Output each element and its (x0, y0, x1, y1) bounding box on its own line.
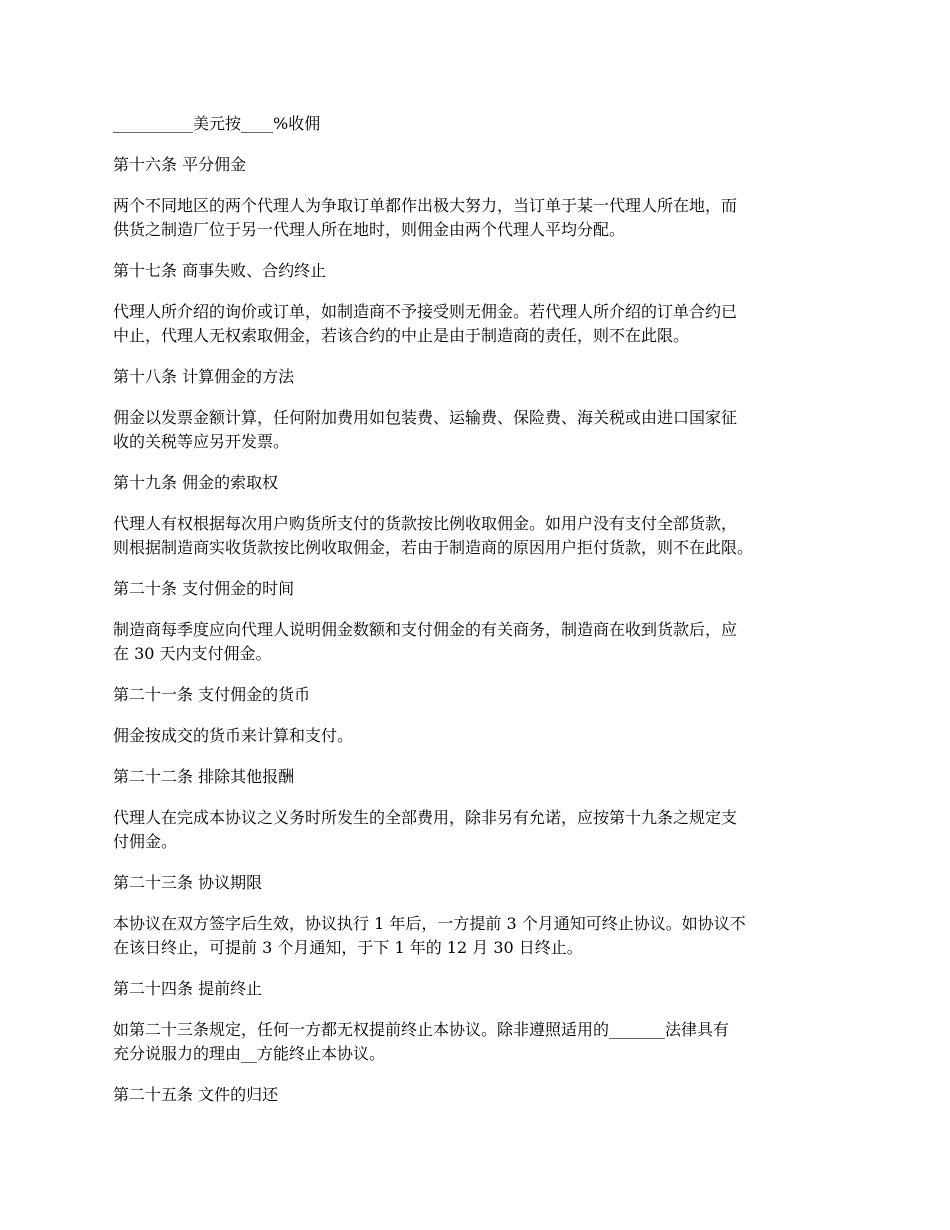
text-line: 制造商每季度应向代理人说明佣金数额和支付佣金的有关商务，制造商在收到货款后，应 (113, 620, 738, 639)
text-line: 在 30 天内支付佣金。 (113, 644, 272, 663)
heading-text: 第十八条 计算佣金的方法 (113, 367, 295, 386)
text-line: 收的关税等应另开发票。 (113, 432, 290, 451)
heading-text: 第十六条 平分佣金 (113, 155, 247, 174)
text-line: 在该日终止，可提前 3 个月通知，于下 1 年的 12 月 30 日终止。 (113, 938, 583, 957)
article-20-heading (113, 577, 853, 601)
article-16-heading (113, 153, 853, 177)
text-line: 本协议在双方签字后生效，协议执行 1 年后，一方提前 3 个月通知可终止协议。如协议不 (113, 914, 746, 933)
article-17-heading (113, 259, 853, 283)
text-line: 两个不同地区的两个代理人为争取订单都作出极大努力，当订单于某一代理人所在地，而 (113, 196, 738, 215)
article-19-heading (113, 471, 853, 495)
document-page (113, 112, 853, 1124)
article-24-paragraph (113, 1018, 853, 1066)
article-17-paragraph (113, 300, 853, 348)
text-line: 佣金按成交的货币来计算和支付。 (113, 726, 354, 745)
text-line: 代理人所介绍的询价或订单，如制造商不予接受则无佣金。若代理人所介绍的订单合约已 (113, 302, 738, 321)
commission-rate-line (113, 112, 853, 136)
text-line: 则根据制造商实收货款按比例收取佣金，若由于制造商的原因用户拒付货款，则不在此限。 (113, 538, 754, 557)
heading-text: 第二十二条 排除其他报酬 (113, 767, 295, 786)
heading-text: 第二十三条 协议期限 (113, 873, 263, 892)
heading-text: 第二十五条 文件的归还 (113, 1085, 279, 1104)
article-21-paragraph (113, 724, 853, 748)
text-line: 如第二十三条规定，任何一方都无权提前终止本协议。除非遵照适用的_______法律具有 (113, 1020, 730, 1039)
article-21-heading (113, 683, 853, 707)
heading-text: 第二十一条 支付佣金的货币 (113, 685, 311, 704)
text-line: 供货之制造厂位于另一代理人所在地时，则佣金由两个代理人平均分配。 (113, 220, 626, 239)
article-16-paragraph (113, 194, 853, 242)
article-18-paragraph (113, 406, 853, 454)
text-line: 付佣金。 (113, 832, 178, 851)
text-line: 代理人有权根据每次用户购货所支付的货款按比例收取佣金。如用户没有支付全部货款， (113, 514, 738, 533)
article-20-paragraph (113, 618, 853, 666)
article-19-paragraph (113, 512, 853, 560)
heading-text: 第二十四条 提前终止 (113, 979, 263, 998)
article-24-heading (113, 977, 853, 1001)
article-22-paragraph (113, 806, 853, 854)
article-18-heading (113, 365, 853, 389)
article-23-paragraph (113, 912, 853, 960)
heading-text: 第十七条 商事失败、合约终止 (113, 261, 327, 280)
text-line: 代理人在完成本协议之义务时所发生的全部费用，除非另有允诺，应按第十九条之规定支 (113, 808, 738, 827)
article-25-heading (113, 1083, 853, 1107)
article-23-heading (113, 871, 853, 895)
text-line: 中止，代理人无权索取佣金，若该合约的中止是由于制造商的责任，则不在此限。 (113, 326, 690, 345)
text-line: 佣金以发票金额计算，任何附加费用如包装费、运输费、保险费、海关税或由进口国家征 (113, 408, 738, 427)
article-22-heading (113, 765, 853, 789)
text-line: 充分说服力的理由__方能终止本协议。 (113, 1044, 386, 1063)
text-line: __________美元按____%收佣 (113, 114, 321, 133)
heading-text: 第二十条 支付佣金的时间 (113, 579, 295, 598)
heading-text: 第十九条 佣金的索取权 (113, 473, 279, 492)
